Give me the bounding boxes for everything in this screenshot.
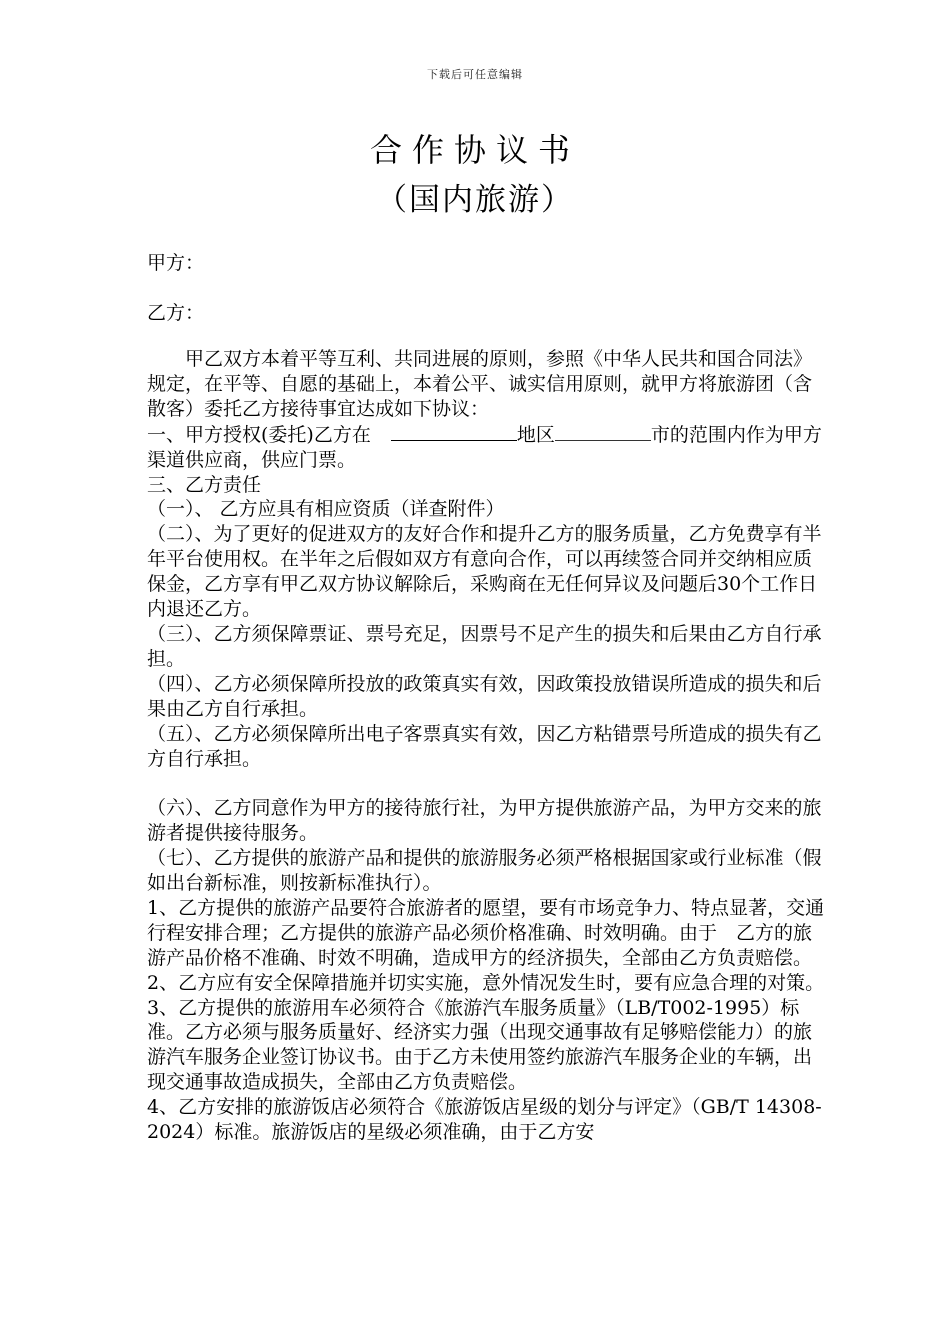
paragraph-spacer bbox=[147, 771, 827, 796]
item-2: （二）、为了更好的促进双方的友好合作和提升乙方的服务质量，乙方免费享有半年平台使用权。在半年之后假如双方有意向合作，可以再续签合同并交纳相应质保金，乙方享有甲乙双方协议解除后，采购商在无任何异议及问题后30个工作日内退还乙方。 bbox=[147, 523, 822, 621]
clause-1-suffix: 市的范围内作为甲方渠道供应商，供应门票。 bbox=[147, 423, 822, 471]
agreement-body bbox=[147, 347, 827, 1145]
clause-1-mid: 地区 bbox=[516, 423, 555, 446]
item-6: （六）、乙方同意作为甲方的接待旅行社，为甲方提供旅游产品，为甲方交来的旅游者提供接待服务。 bbox=[147, 797, 822, 845]
item-5: （五）、乙方必须保障所出电子客票真实有效，因乙方粘错票号所造成的损失有乙方自行承担。 bbox=[147, 722, 822, 770]
region-blank-field bbox=[391, 422, 517, 441]
party-b-label: 乙方： bbox=[147, 302, 205, 324]
sub-item-4: 4、乙方安排的旅游饭店必须符合《旅游饭店星级的划分与评定》（GB/T 14308-2024）标准。旅游饭店的星级必须准确，由于乙方安 bbox=[147, 1096, 822, 1144]
sub-item-3: 3、乙方提供的旅游用车必须符合《旅游汽车服务质量》（LB/T002-1995）标准。乙方必须与服务质量好、经济实力强（出现交通事故有足够赔偿能力）的旅游汽车服务企业签订协议书。由于乙方未使用签约旅游汽车服务企业的车辆，出现交通事故造成损失，全部由乙方负责赔偿。 bbox=[147, 996, 813, 1094]
intro-paragraph: 甲乙双方本着平等互利、共同进展的原则，参照《中华人民共和国合同法》规定，在平等、自愿的基础上，本着公平、诚实信用原则，就甲方将旅游团（含散客）委托乙方接待事宜达成如下协议： bbox=[147, 348, 813, 420]
sub-item-1: 1、乙方提供的旅游产品要符合旅游者的愿望，要有市场竞争力、特点显著，交通行程安排合理；乙方提供的旅游产品必须价格准确、时效明确。由于 乙方的旅游产品价格不准确、时效不明确，造成甲方的经济损失，全部由乙方负责赔偿。 bbox=[147, 896, 825, 969]
section-3-heading: 三、乙方责任 bbox=[147, 473, 262, 496]
clause-1 bbox=[147, 422, 827, 473]
item-4: （四）、乙方必须保障所投放的政策真实有效，因政策投放错误所造成的损失和后果由乙方自行承担。 bbox=[147, 672, 822, 720]
item-3: （三）、乙方须保障票证、票号充足，因票号不足产生的损失和后果由乙方自行承担。 bbox=[147, 622, 822, 670]
party-a-label: 甲方： bbox=[147, 252, 205, 274]
header-note: 下载后可任意编辑 bbox=[427, 68, 523, 81]
item-7: （七）、乙方提供的旅游产品和提供的旅游服务必须严格根据国家或行业标准（假如出台新标准，则按新标准执行）。 bbox=[147, 847, 822, 895]
document-subtitle: （国内旅游） bbox=[376, 182, 574, 218]
document-title: 合作协议书 bbox=[369, 131, 580, 169]
city-blank-field bbox=[555, 422, 651, 441]
clause-1-prefix: 一、甲方授权(委托)乙方在 bbox=[147, 423, 371, 446]
item-1: （一）、 乙方应具有相应资质（详查附件） bbox=[147, 498, 505, 521]
sub-item-2: 2、乙方应有安全保障措施并切实实施，意外情况发生时，要有应急合理的对策。 bbox=[147, 971, 825, 994]
